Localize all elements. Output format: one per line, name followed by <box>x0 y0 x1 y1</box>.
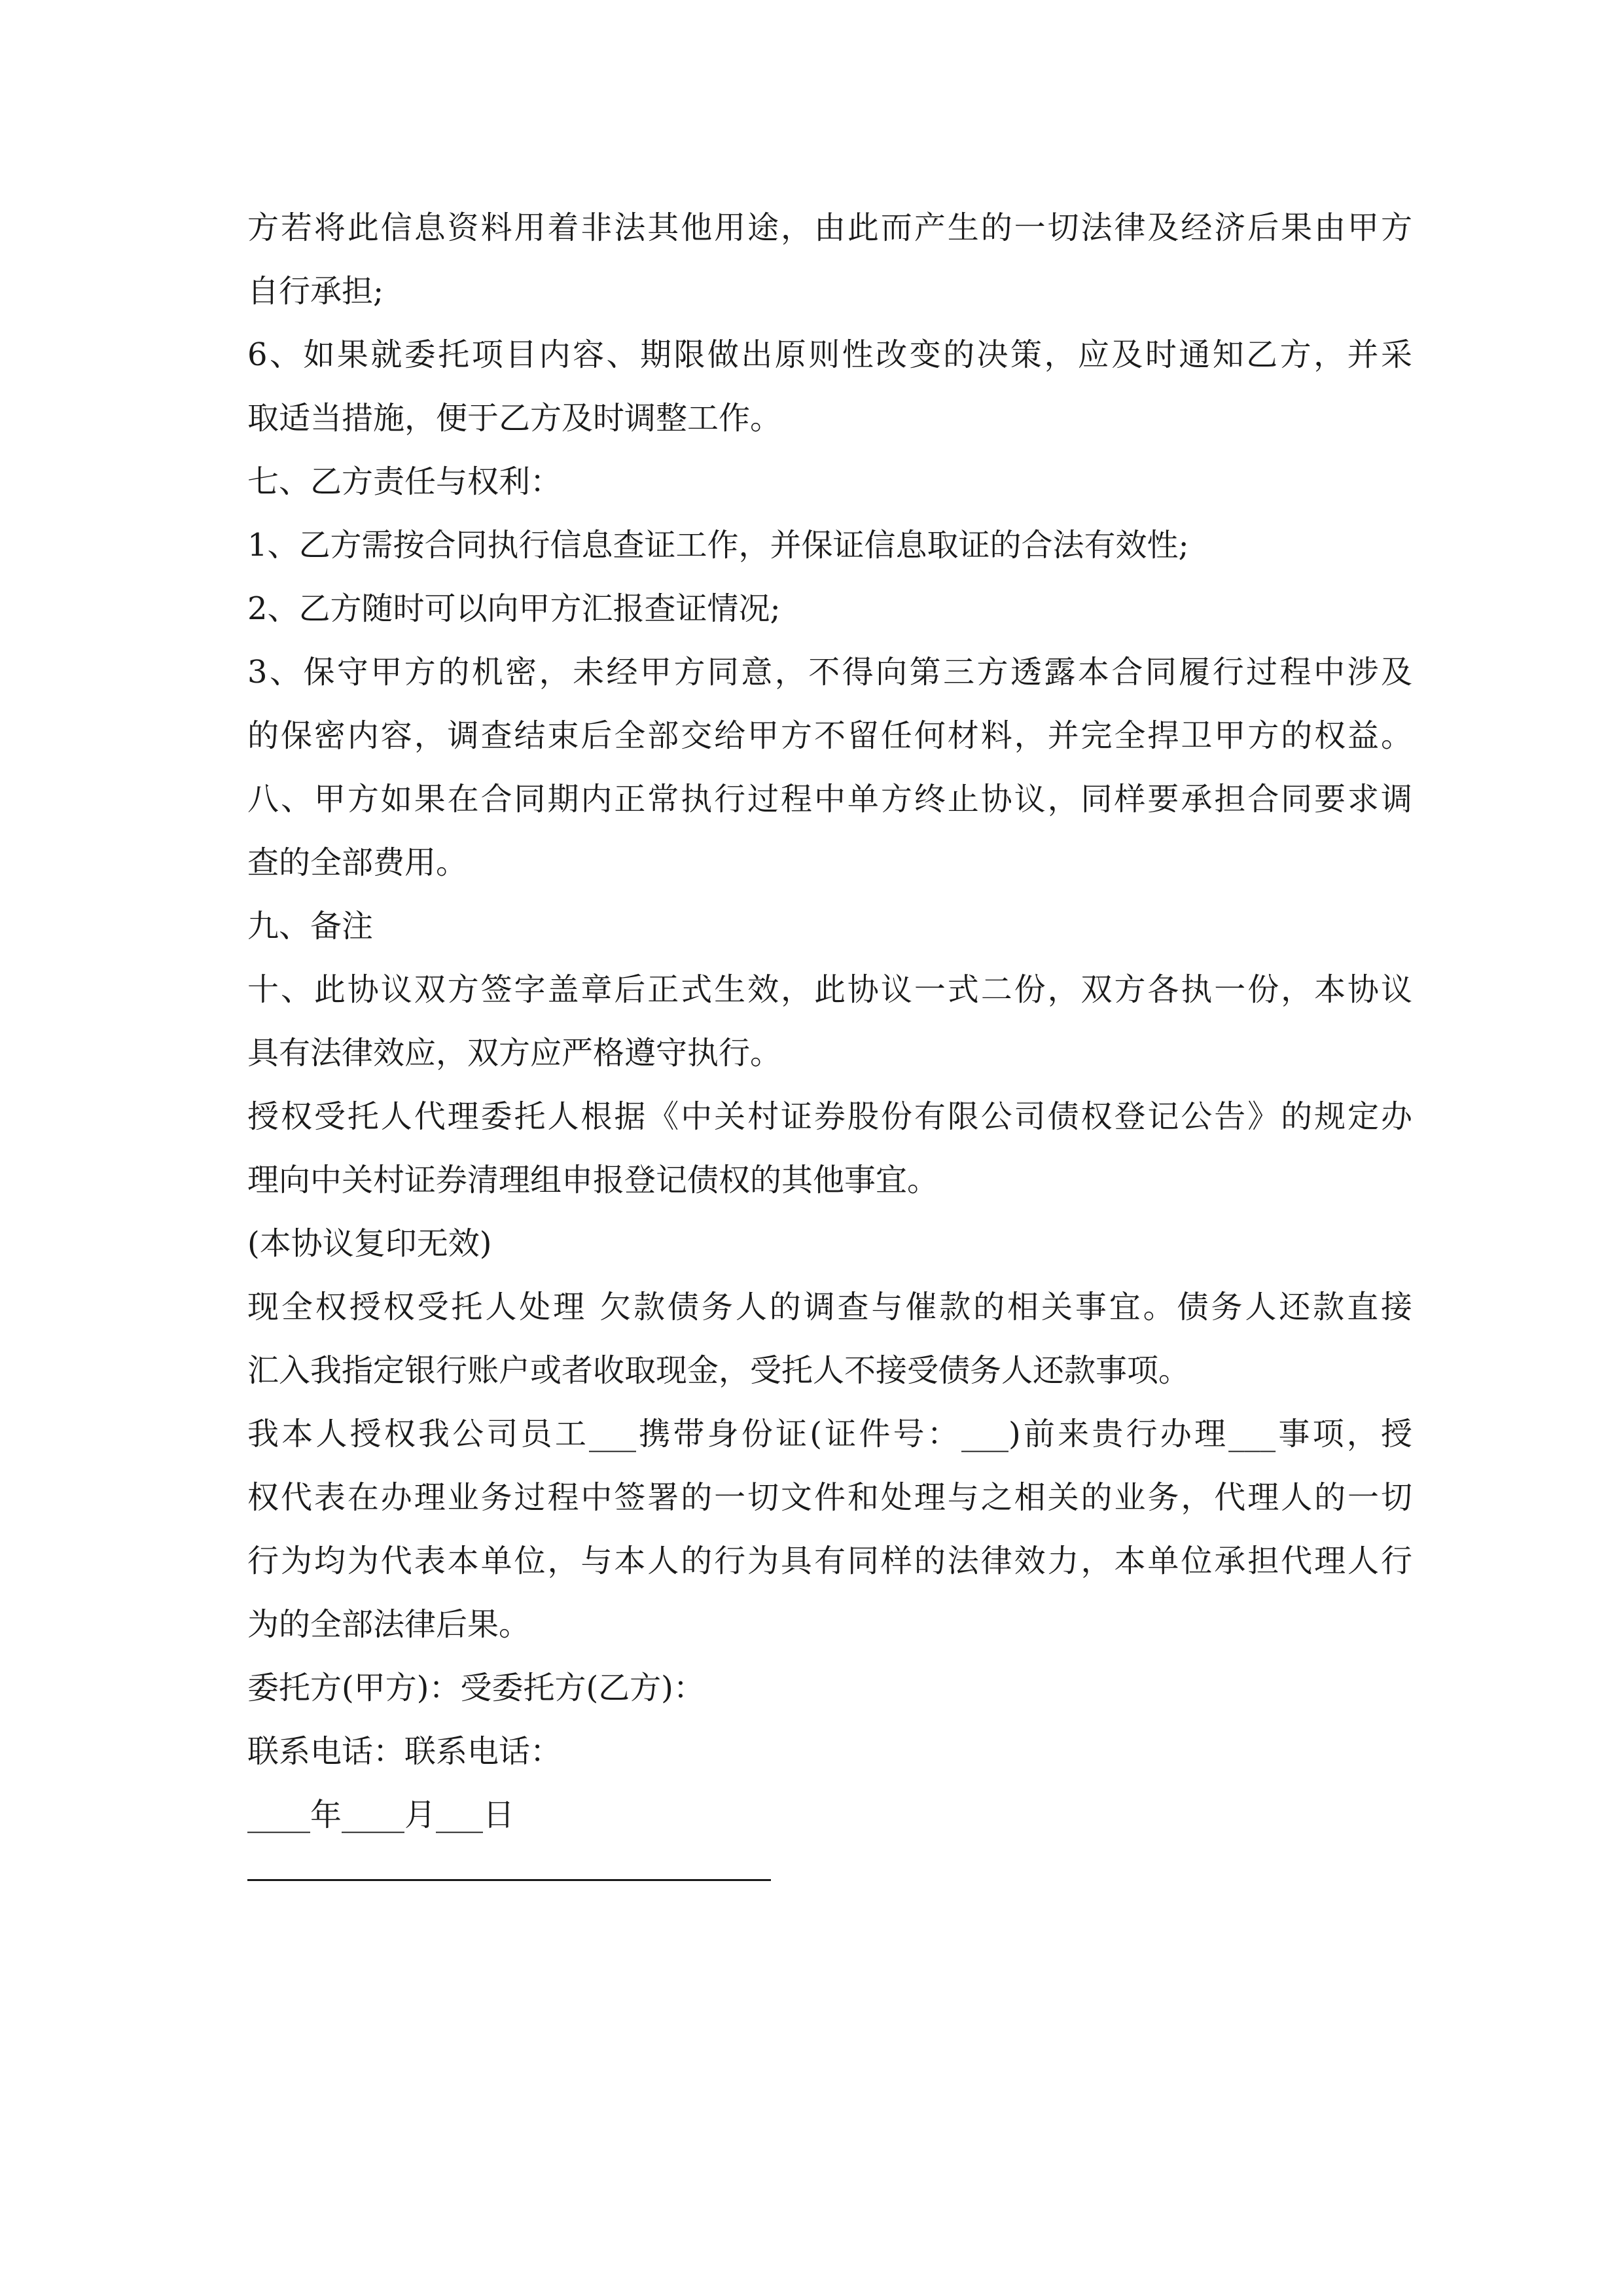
contact-phone-line: 联系电话：联系电话： <box>247 1733 562 1770</box>
text-line: 取适当措施，便于乙方及时调整工作。 <box>247 400 782 437</box>
separator-rule <box>247 1847 1412 1910</box>
text-line: 为的全部法律后果。 <box>247 1606 531 1643</box>
date-line: ____年____月___日 <box>247 1797 515 1833</box>
text-line: 查的全部费用。 <box>247 844 468 881</box>
text-line: 方若将此信息资料用着非法其他用途，由此而产生的一切法律及经济后果由甲方 <box>247 209 1412 246</box>
text-line: 6、如果就委托项目内容、期限做出原则性改变的决策，应及时通知乙方，并采 <box>247 336 1412 373</box>
text-line: 我本人授权我公司员工___携带身份证(证件号：___)前来贵行办理___事项，授 <box>247 1416 1412 1452</box>
section-heading: 九、备注 <box>247 908 374 944</box>
text-line: 行为均为代表本单位，与本人的行为具有同样的法律效力，本单位承担代理人行 <box>247 1543 1412 1579</box>
document-body <box>247 196 1412 1910</box>
text-line: 权代表在办理业务过程中签署的一切文件和处理与之相关的业务，代理人的一切 <box>247 1479 1412 1516</box>
section-heading: 七、乙方责任与权利： <box>247 463 562 500</box>
text-line: 3、保守甲方的机密，未经甲方同意，不得向第三方透露本合同履行过程中涉及 <box>247 654 1412 691</box>
text-line: 1、乙方需按合同执行信息查证工作，并保证信息取证的合法有效性; <box>247 527 1189 564</box>
text-line: 具有法律效应，双方应严格遵守执行。 <box>247 1035 782 1071</box>
signature-parties-line: 委托方(甲方)：受委托方(乙方)： <box>247 1670 705 1706</box>
separator-rule-stroke <box>247 1879 771 1881</box>
text-line: 现全权授权受托人处理 欠款债务人的调查与催款的相关事宜。债务人还款直接 <box>247 1289 1412 1325</box>
text-line: 2、乙方随时可以向甲方汇报查证情况; <box>247 590 781 627</box>
text-line: (本协议复印无效) <box>247 1225 492 1262</box>
text-line: 的保密内容，调查结束后全部交给甲方不留任何材料，并完全捍卫甲方的权益。 <box>247 717 1412 754</box>
text-line: 十、此协议双方签字盖章后正式生效，此协议一式二份，双方各执一份，本协议 <box>247 971 1412 1008</box>
text-line: 授权受托人代理委托人根据《中关村证券股份有限公司债权登记公告》的规定办 <box>247 1098 1412 1135</box>
text-line: 八、甲方如果在合同期内正常执行过程中单方终止协议，同样要承担合同要求调 <box>247 781 1412 817</box>
text-line: 汇入我指定银行账户或者收取现金，受托人不接受债务人还款事项。 <box>247 1352 1190 1389</box>
text-line: 自行承担; <box>247 273 384 310</box>
text-line: 理向中关村证券清理组申报登记债权的其他事宜。 <box>247 1162 939 1198</box>
